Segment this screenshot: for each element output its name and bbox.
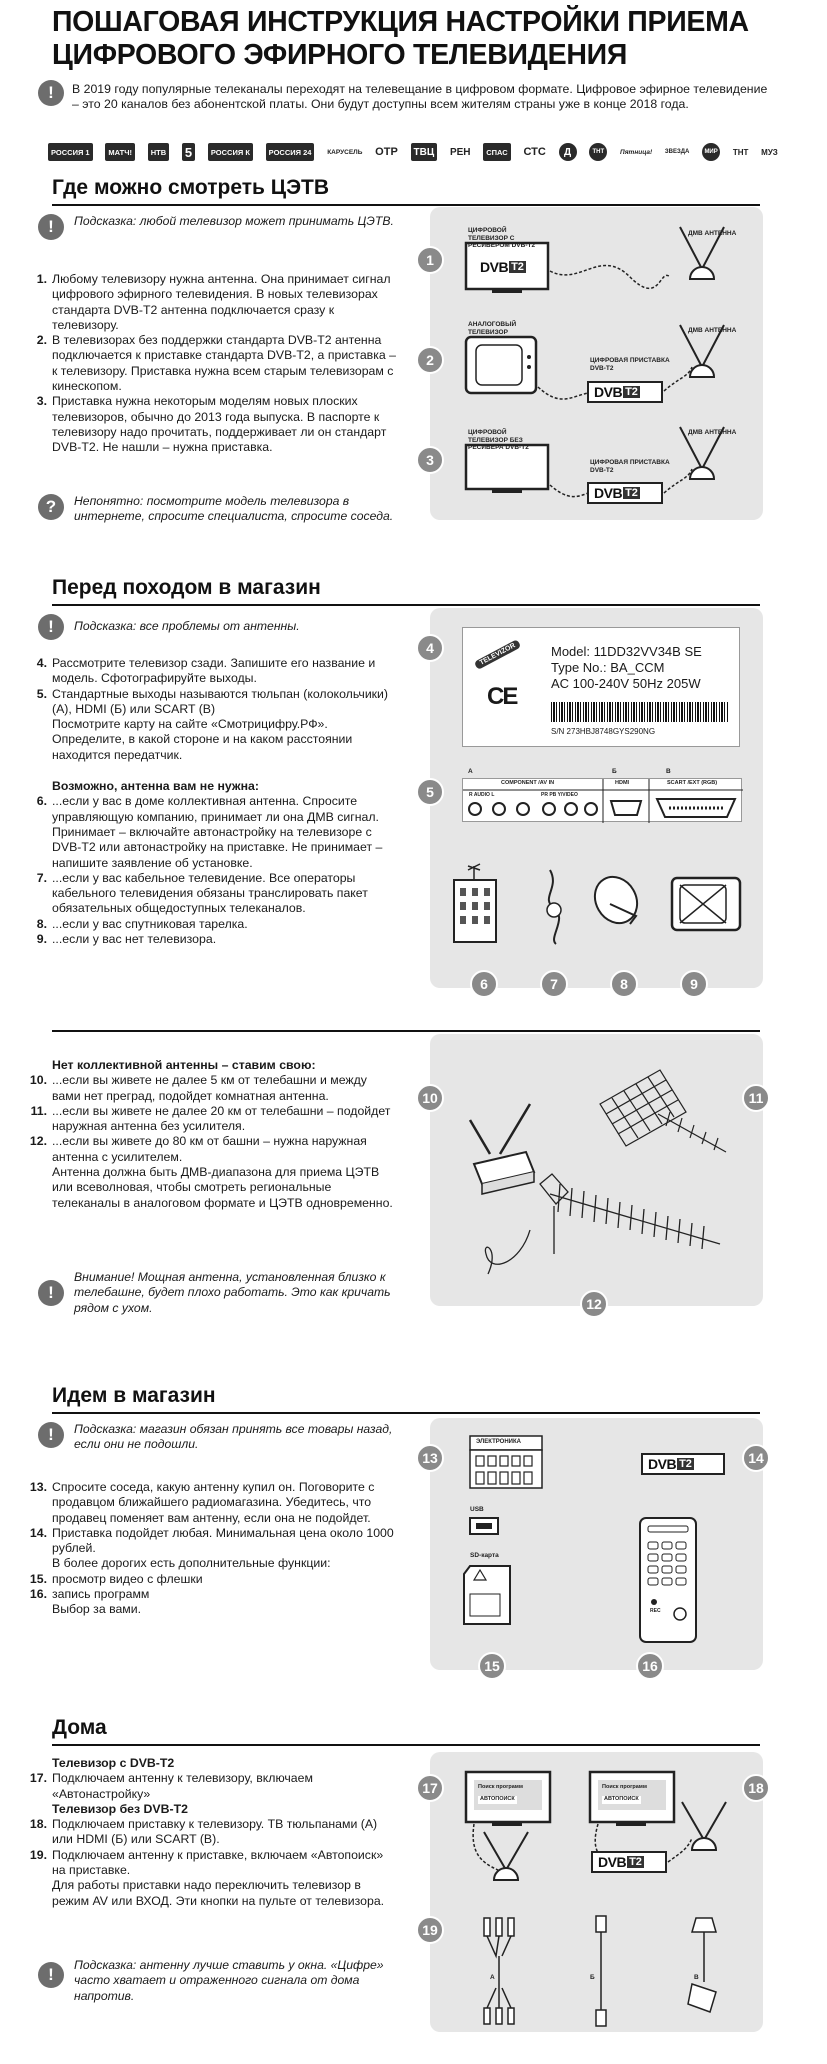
serial-number: S/N 273HBJ8748GYS290NG <box>551 727 656 736</box>
usb-label: USB <box>470 1506 484 1513</box>
info-icon: ! <box>38 80 64 106</box>
port-label: R AUDIO L <box>469 792 495 798</box>
step-badge: 7 <box>540 970 568 998</box>
s3-list <box>26 1058 398 1211</box>
tip-text: Подсказка: антенну лучше ставить у окна. «Цифре» часто хватает и отраженного сигнала от дома напротив. <box>74 1958 384 2003</box>
channel-logo: ТНТ <box>732 147 749 157</box>
tip-text: Подсказка: любой телевизор может принимать ЦЭТВ. <box>74 214 394 228</box>
step-badge: 8 <box>610 970 638 998</box>
list-item: 10. ...если вы живете не далее 5 км от телебашни и между вами нет преград, подойдет комнатная антенна. <box>29 1073 367 1103</box>
channel-logo: РЕН <box>449 146 471 158</box>
type-text: Type No.: BA_CCM <box>551 660 665 675</box>
step-badge: 2 <box>416 346 444 374</box>
section-title: Идем в магазин <box>52 1384 216 1407</box>
port-label: PR PB Y/VIDEO <box>541 792 578 798</box>
list-continuation: Посмотрите карту на сайте «Смотрицифру.РФ». Определите, в какой стороне и на каком расстоянии находится передатчик. <box>52 717 353 762</box>
list-item: 13. Спросите соседа, какую антенну купил он. Поговорите с продавцом ближайшего радиомагазина. Убедитесь, что продавец поменяет вам антенну, если она не подойдет. <box>29 1480 375 1525</box>
channel-logo: 5 <box>182 143 195 161</box>
dvb-logo: DVB T2 <box>594 384 638 400</box>
channel-logo: ТНТ <box>589 143 607 161</box>
screen-text: АВТОПОИСК <box>604 1796 639 1802</box>
section-rule <box>52 1030 760 1032</box>
step-badge: 3 <box>416 446 444 474</box>
s5-illustration <box>430 1752 763 2032</box>
section-rule <box>52 1744 760 1746</box>
dvb-logo: DVB T2 <box>648 1456 692 1472</box>
step-badge: 12 <box>580 1290 608 1318</box>
list-item: 14. Приставка подойдет любая. Минимальная цена около 1000 рублей. <box>29 1525 394 1556</box>
tip-text: Подсказка: магазин обязан принять все товары назад, если они не подошли. <box>74 1422 393 1452</box>
info-icon: ! <box>38 214 64 240</box>
cable-letter: В <box>694 1974 699 1981</box>
screen-text: Поиск программ <box>478 1784 523 1790</box>
antenna-label: ДМВ АНТЕННА <box>688 327 737 334</box>
tip <box>38 1422 398 1453</box>
channel-logo: ТВЦ <box>411 143 438 161</box>
step-badge: 18 <box>742 1774 770 1802</box>
list-continuation: Выбор за вами. <box>52 1602 142 1617</box>
list-item: 12. ...если вы живете до 80 км от башни – нужна наружная антенна с усилителем. <box>29 1134 367 1164</box>
channel-logo: СПАС <box>483 143 510 161</box>
step-badge: 4 <box>416 634 444 662</box>
spec-lines <box>551 644 702 692</box>
page-title: ПОШАГОВАЯ ИНСТРУКЦИЯ НАСТРОЙКИ ПРИЕМА ЦИФРОВОГО ЭФИРНОГО ТЕЛЕВИДЕНИЯ <box>52 6 749 71</box>
section-rule <box>52 1412 760 1414</box>
info-icon: ! <box>38 1422 64 1448</box>
antennas-illustration <box>430 1034 763 1306</box>
list-item: 6. ...если у вас в доме коллективная антенна. Спросите управляющую компанию, принимает ли она ДМВ сигнал. Принимает – включайте автонастройку на телевизоре с DVB-T2 или автонастройку на приставке. Не принимает – напишите заявление об установке. <box>36 794 383 870</box>
rec-label: REC <box>650 1608 661 1614</box>
port-label: HDMI <box>615 780 630 786</box>
screen-text: АВТОПОИСК <box>480 1796 515 1802</box>
info-icon: ! <box>38 614 64 640</box>
port-label: SCART /EXT (RGB) <box>667 780 718 786</box>
s1-list <box>26 272 398 456</box>
list-continuation: В более дорогих есть дополнительные функции: <box>52 1556 331 1571</box>
step-badge: 11 <box>742 1084 770 1112</box>
tv-label: ЦИФРОВОЙ ТЕЛЕВИЗОР БЕЗ РЕСИВЕРА DVB-T2 <box>468 429 529 451</box>
box-label: ЦИФРОВАЯ ПРИСТАВКА DVB-T2 <box>590 357 670 372</box>
info-icon: ! <box>38 1962 64 1988</box>
step-badge: 5 <box>416 778 444 806</box>
channel-logo: МУЗ <box>761 147 778 157</box>
list-item: 7. ...если у вас кабельное телевидение. Все операторы кабельного телевидения обязаны транслировать пакет обязательных общедоступных телеканалов. <box>36 870 368 916</box>
question-icon: ? <box>38 494 64 520</box>
list-item: 1. Любому телевизору нужна антенна. Она принимает сигнал цифрового эфирного телевидения. В новых телевизорах стандарта DVB-T2 антенна подключается сразу к телевизору. <box>36 272 391 332</box>
subheading: Нет коллективной антенны – ставим свою: <box>52 1058 316 1072</box>
tv-label: ЦИФРОВОЙ ТЕЛЕВИЗОР С РЕСИВЕРОМ DVB-T2 <box>468 227 536 249</box>
list-item: 11. ...если вы живете не далее 20 км от телебашни – подойдет наружная антенна без усилителя. <box>30 1103 391 1134</box>
step-badge: 9 <box>680 970 708 998</box>
list-continuation: Антенна должна быть ДМВ-диапазона для приема ЦЭТВ или всеволновая, чтобы смотреть региональные телеканалы в аналоговом формате и ЦЭТВ одновременно. <box>52 1165 393 1210</box>
step-badge: 10 <box>416 1084 444 1112</box>
channel-logo: Д <box>559 143 577 161</box>
step-badge: 17 <box>416 1774 444 1802</box>
s1-illustration <box>430 207 763 520</box>
port-label: COMPONENT /AV IN <box>501 780 555 786</box>
step-badge: 6 <box>470 970 498 998</box>
cable-letter: А <box>490 1974 495 1981</box>
section-title: Дома <box>52 1716 107 1739</box>
dvb-logo: DVB T2 <box>594 485 638 501</box>
list-item: 9. ...если у вас нет телевизора. <box>36 932 217 947</box>
shop-illustration <box>430 1418 763 1670</box>
warning-icon: ! <box>38 1280 64 1306</box>
list-item: 19. Подключаем антенну к приставке, включаем «Автопоиск» на приставке. <box>29 1847 384 1878</box>
list-item: 2. В телевизорах без поддержки стандарта DVB-T2 антенна подключается к приставке стандарта DVB-T2, а приставка – к телевизору. Приставка нужна всем старым телевизорам с кинескопом. <box>36 333 396 394</box>
tip-text: Подсказка: все проблемы от антенны. <box>74 619 300 633</box>
tv-label: АНАЛОГОВЫЙ ТЕЛЕВИЗОР <box>468 321 517 336</box>
list-item: 3. Приставка нужна некоторым моделям новых плоских телевизоров, обычно до 2013 года выпуска. В паспорте к телевизору надо прочитать, поддерживает ли он стандарт DVB-T2. Не нашли – нужна приставка. <box>36 394 387 455</box>
question-tip <box>38 494 398 525</box>
model-text: Model: 11DD32VV34B SE <box>551 644 702 659</box>
antenna-label: ДМВ АНТЕННА <box>688 429 737 436</box>
list-item: 18. Подключаем приставку к телевизору. ТВ тюльпанами (А) или HDMI (Б) или SCART (В). <box>29 1817 378 1847</box>
barcode <box>551 702 729 722</box>
subheading: Телевизор с DVB-T2 <box>52 1756 175 1770</box>
s3-illustration <box>430 1034 763 1306</box>
tip-text: Непонятно: посмотрите модель телевизора в интернете, спросите специалиста, спросите соседа. <box>74 494 394 524</box>
port-letter: В <box>666 768 671 775</box>
channel-logo: ОТР <box>375 146 398 158</box>
channel-logo: МИР <box>702 143 720 161</box>
list-item: 16. запись программ <box>29 1587 150 1602</box>
sd-label: SD-карта <box>470 1552 499 1559</box>
dvb-logo: DVB T2 <box>598 1854 642 1870</box>
channel-logo: ЗВЕЗДА <box>664 149 690 155</box>
list-item: 5. Стандартные выходы называются тюльпан (колокольчики) (А), HDMI (Б) или SCART (В) <box>36 686 389 716</box>
s4-list <box>26 1480 398 1618</box>
tv-rating-plate <box>462 627 740 747</box>
subheading: Возможно, антенна вам не нужна: <box>52 779 259 794</box>
list-item: 17. Подключаем антенну к телевизору, включаем «Автонастройку» <box>29 1771 313 1801</box>
warning-tip <box>38 1270 398 1316</box>
list-item: 4. Рассмотрите телевизор сзади. Запишите его название и модель. Сфотографируйте выходы. <box>36 656 376 686</box>
step-badge: 19 <box>416 1916 444 1944</box>
step-badge: 16 <box>636 1652 664 1680</box>
screen-text: Поиск программ <box>602 1784 647 1790</box>
ce-mark: CE <box>487 683 517 710</box>
shop-label: ЭЛЕКТРОНИКА <box>476 1439 521 1445</box>
tip <box>38 614 398 640</box>
channel-logo: КАРУСЕЛЬ <box>327 148 363 156</box>
antenna-label: ДМВ АНТЕННА <box>688 230 737 237</box>
s2-list <box>26 656 398 947</box>
dvb-logo: DVB T2 <box>480 259 524 275</box>
channel-logo: РОССИЯ 1 <box>48 143 93 161</box>
list-item: 8. ...если у вас спутниковая тарелка. <box>36 916 248 931</box>
channel-logo: НТВ <box>148 143 169 161</box>
intro-text: В 2019 году популярные телеканалы переходят на телевещание в цифровом формате. Цифровое эфирное телевидение – это 20 каналов без абонентской платы. Они будут доступны всем жителям страны уже в конце 2018 года. <box>72 82 768 112</box>
channel-logo: РОССИЯ 24 <box>266 143 315 161</box>
section-rule <box>52 604 760 606</box>
channel-logo: РОССИЯ К <box>208 143 253 161</box>
port-letter: А <box>468 768 473 775</box>
tip-text: Внимание! Мощная антенна, установленная близко к телебашне, будет плохо работать. Это как кричать рядом с ухом. <box>74 1270 391 1315</box>
channel-logo: МАТЧ! <box>105 143 135 161</box>
channel-logo: СТС <box>523 146 546 158</box>
port-letter: Б <box>612 768 617 775</box>
tip <box>38 214 398 240</box>
home-connection-illustration <box>430 1752 763 2032</box>
s5-list <box>26 1756 398 1909</box>
channel-logo: Пятница! <box>620 148 653 156</box>
section-title: Перед походом в магазин <box>52 576 321 599</box>
list-item: 15. просмотр видео с флешки <box>29 1571 203 1586</box>
tip <box>38 1958 398 2004</box>
step-badge: 13 <box>416 1444 444 1472</box>
power-text: AC 100-240V 50Hz 205W <box>551 676 701 691</box>
brand-label: TELEVIZOR <box>474 639 522 670</box>
cable-letter: Б <box>590 1974 595 1981</box>
box-label: ЦИФРОВАЯ ПРИСТАВКА DVB-T2 <box>590 459 670 474</box>
step-badge: 14 <box>742 1444 770 1472</box>
step-badge: 15 <box>478 1652 506 1680</box>
section-title: Где можно смотреть ЦЭТВ <box>52 176 330 199</box>
section-rule <box>52 204 760 206</box>
s4-illustration <box>430 1418 763 1670</box>
channel-logos <box>48 141 778 163</box>
tv-rear-ports <box>462 778 742 822</box>
subheading: Телевизор без DVB-T2 <box>52 1801 188 1816</box>
step-badge: 1 <box>416 246 444 274</box>
list-continuation: Для работы приставки надо переключить телевизор в режим AV или ВХОД. Эти кнопки на пульте от телевизора. <box>52 1878 385 1908</box>
